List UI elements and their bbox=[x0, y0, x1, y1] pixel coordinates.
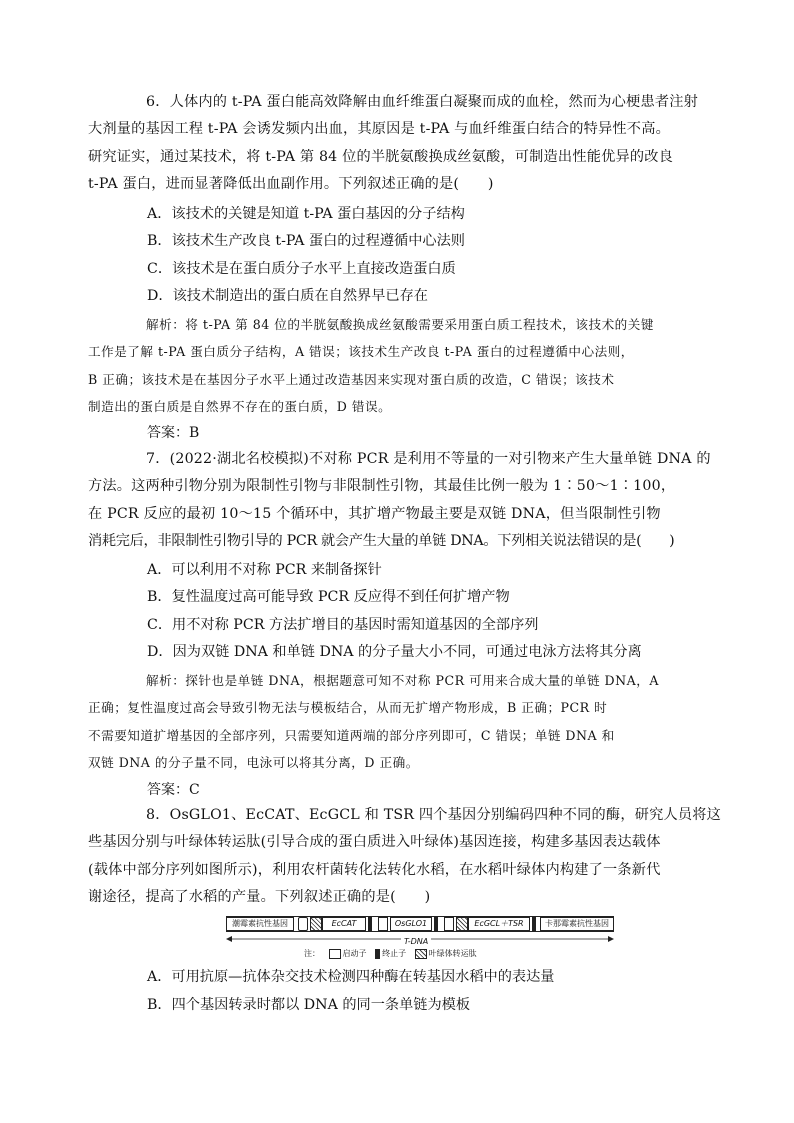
legend-terminator: 终止子 bbox=[382, 949, 407, 958]
analysis-line: 解析：探针也是单链 DNA，根据题意可知不对称 PCR 可用来合成大量的单链 DNA，A bbox=[146, 673, 659, 688]
question-7-answer: 答案：C bbox=[147, 782, 200, 798]
question-8-line: (载体中部分序列如图所示)，利用农杆菌转化法转化水稻，在水稻叶绿体内构建了一条新代 bbox=[88, 861, 661, 878]
terminator-icon bbox=[434, 917, 438, 931]
question-7-line: 在 PCR 反应的最初 10～15 个循环中，其扩增产物最主要是双链 DNA，但当限制性引物 bbox=[88, 505, 661, 522]
analysis-line: 双链 DNA 的分子量不同，电泳可以将其分离，D 正确。 bbox=[88, 755, 419, 771]
question-6-option-a: A．该技术的关键是知道 t-PA 蛋白基因的分子结构 bbox=[147, 206, 465, 222]
transit-peptide-legend-icon bbox=[415, 949, 427, 959]
terminator-icon bbox=[368, 917, 372, 931]
question-7-option-c: C．用不对称 PCR 方法扩增目的基因时需知道基因的全部序列 bbox=[147, 617, 539, 633]
question-8-line: 些基因分别与叶绿体转运肽(引导合成的蛋白质进入叶绿体)基因连接，构建多基因表达载体 bbox=[88, 834, 661, 851]
gene-ecGCL-TSR: EcGCL＋TSR bbox=[468, 917, 530, 931]
question-8-stem bbox=[88, 802, 722, 912]
question-6-line: 6．人体内的 t-PA 蛋白能高效降解由血纤维蛋白凝聚而成的血栓，然而为心梗患者注射 bbox=[146, 94, 698, 110]
question-6-answer: 答案：B bbox=[147, 425, 200, 441]
question-6-analysis bbox=[88, 311, 687, 421]
kanamycin-resistance-gene: 卡那霉素抗性基因 bbox=[540, 917, 614, 931]
gene-osGLO1: OsGLO1 bbox=[390, 917, 432, 931]
terminator-legend-icon bbox=[375, 949, 380, 959]
question-6-line: 大剂量的基因工程 t-PA 会诱发频内出血，其原因是 t-PA 与血纤维蛋白结合的特异性不高。 bbox=[88, 121, 670, 138]
question-7-stem bbox=[88, 446, 711, 556]
question-6-line: 研究证实，通过某技术，将 t-PA 第 84 位的半胱氨酸换成丝氨酸，可制造出性能优异的改良 bbox=[88, 148, 674, 165]
tdna-label: T-DNA bbox=[401, 937, 431, 946]
analysis-line: B 正确；该技术是在基因分子水平上通过改造基因来实现对蛋白质的改造，C 错误；该技术 bbox=[88, 371, 615, 387]
question-6-option-c: C．该技术是在蛋白质分子水平上直接改造蛋白质 bbox=[147, 261, 456, 277]
question-8-option-b: B．四个基因转录时都以 DNA 的同一条单链为模板 bbox=[147, 997, 471, 1013]
question-7-line: 7．(2022·湖北名校模拟)不对称 PCR 是利用不等量的一对引物来产生大量单链 DNA 的 bbox=[146, 451, 711, 467]
question-7-analysis bbox=[88, 667, 687, 777]
question-7-line: 方法。这两种引物分别为限制性引物与非限制性引物，其最佳比例一般为 1∶50～1∶100， bbox=[88, 478, 676, 495]
promoter-icon bbox=[298, 917, 308, 931]
legend-promoter: 启动子 bbox=[342, 949, 367, 958]
question-8-line: 8．OsGLO1、EcCAT、EcGCL 和 TSR 四个基因分别编码四种不同的酶，研究人员将这 bbox=[146, 807, 722, 823]
legend-transit: 叶绿体转运肽 bbox=[428, 949, 477, 958]
question-6-option-b: B．该技术生产改良 t-PA 蛋白的过程遵循中心法则 bbox=[147, 233, 465, 249]
transit-peptide-icon bbox=[456, 917, 468, 931]
vector-diagram bbox=[226, 913, 614, 963]
hygromycin-resistance-gene: 潮霉素抗性基因 bbox=[226, 917, 294, 931]
legend-note: 注： bbox=[304, 949, 320, 958]
question-8-option-a: A．可用抗原—抗体杂交技术检测四种酶在转基因水稻中的表达量 bbox=[147, 969, 555, 985]
question-6-stem bbox=[88, 89, 698, 199]
question-7-option-d: D．因为双链 DNA 和单链 DNA 的分子量大小不同，可通过电泳方法将其分离 bbox=[147, 644, 642, 660]
question-7-option-a: A．可以利用不对称 PCR 来制备探针 bbox=[147, 562, 382, 578]
question-7-line: 消耗完后，非限制性引物引导的 PCR 就会产生大量的单链 DNA。下列相关说法错误的是( ) bbox=[88, 533, 675, 550]
diagram-legend bbox=[304, 948, 477, 959]
question-6-option-d: D．该技术制造出的蛋白质在自然界早已存在 bbox=[147, 288, 428, 304]
promoter-icon bbox=[444, 917, 454, 931]
question-7-option-b: B．复性温度过高可能导致 PCR 反应得不到任何扩增产物 bbox=[147, 589, 510, 605]
promoter-legend-icon bbox=[329, 949, 341, 959]
promoter-icon bbox=[378, 917, 388, 931]
analysis-line: 解析：将 t-PA 第 84 位的半胱氨酸换成丝氨酸需要采用蛋白质工程技术，该技术的关键 bbox=[146, 317, 654, 332]
terminator-icon bbox=[532, 917, 536, 931]
analysis-line: 正确；复性温度过高会导致引物无法与模板结合，从而无扩增产物形成，B 正确；PCR 时 bbox=[88, 700, 608, 716]
gene-ecCAT: EcCAT bbox=[322, 917, 366, 931]
transit-peptide-icon bbox=[310, 917, 322, 931]
analysis-line: 工作是了解 t-PA 蛋白质分子结构，A 错误；该技术生产改良 t-PA 蛋白的过程遵循中心法则， bbox=[88, 344, 634, 360]
analysis-line: 制造出的蛋白质是自然界不存在的蛋白质，D 错误。 bbox=[88, 399, 392, 415]
question-6-line: t-PA 蛋白，进而显著降低出血副作用。下列叙述正确的是( ) bbox=[88, 176, 494, 193]
question-8-line: 谢途径，提高了水稻的产量。下列叙述正确的是( ) bbox=[88, 889, 431, 906]
analysis-line: 不需要知道扩增基因的全部序列，只需要知道两端的部分序列即可，C 错误；单链 DNA 和 bbox=[88, 727, 615, 743]
